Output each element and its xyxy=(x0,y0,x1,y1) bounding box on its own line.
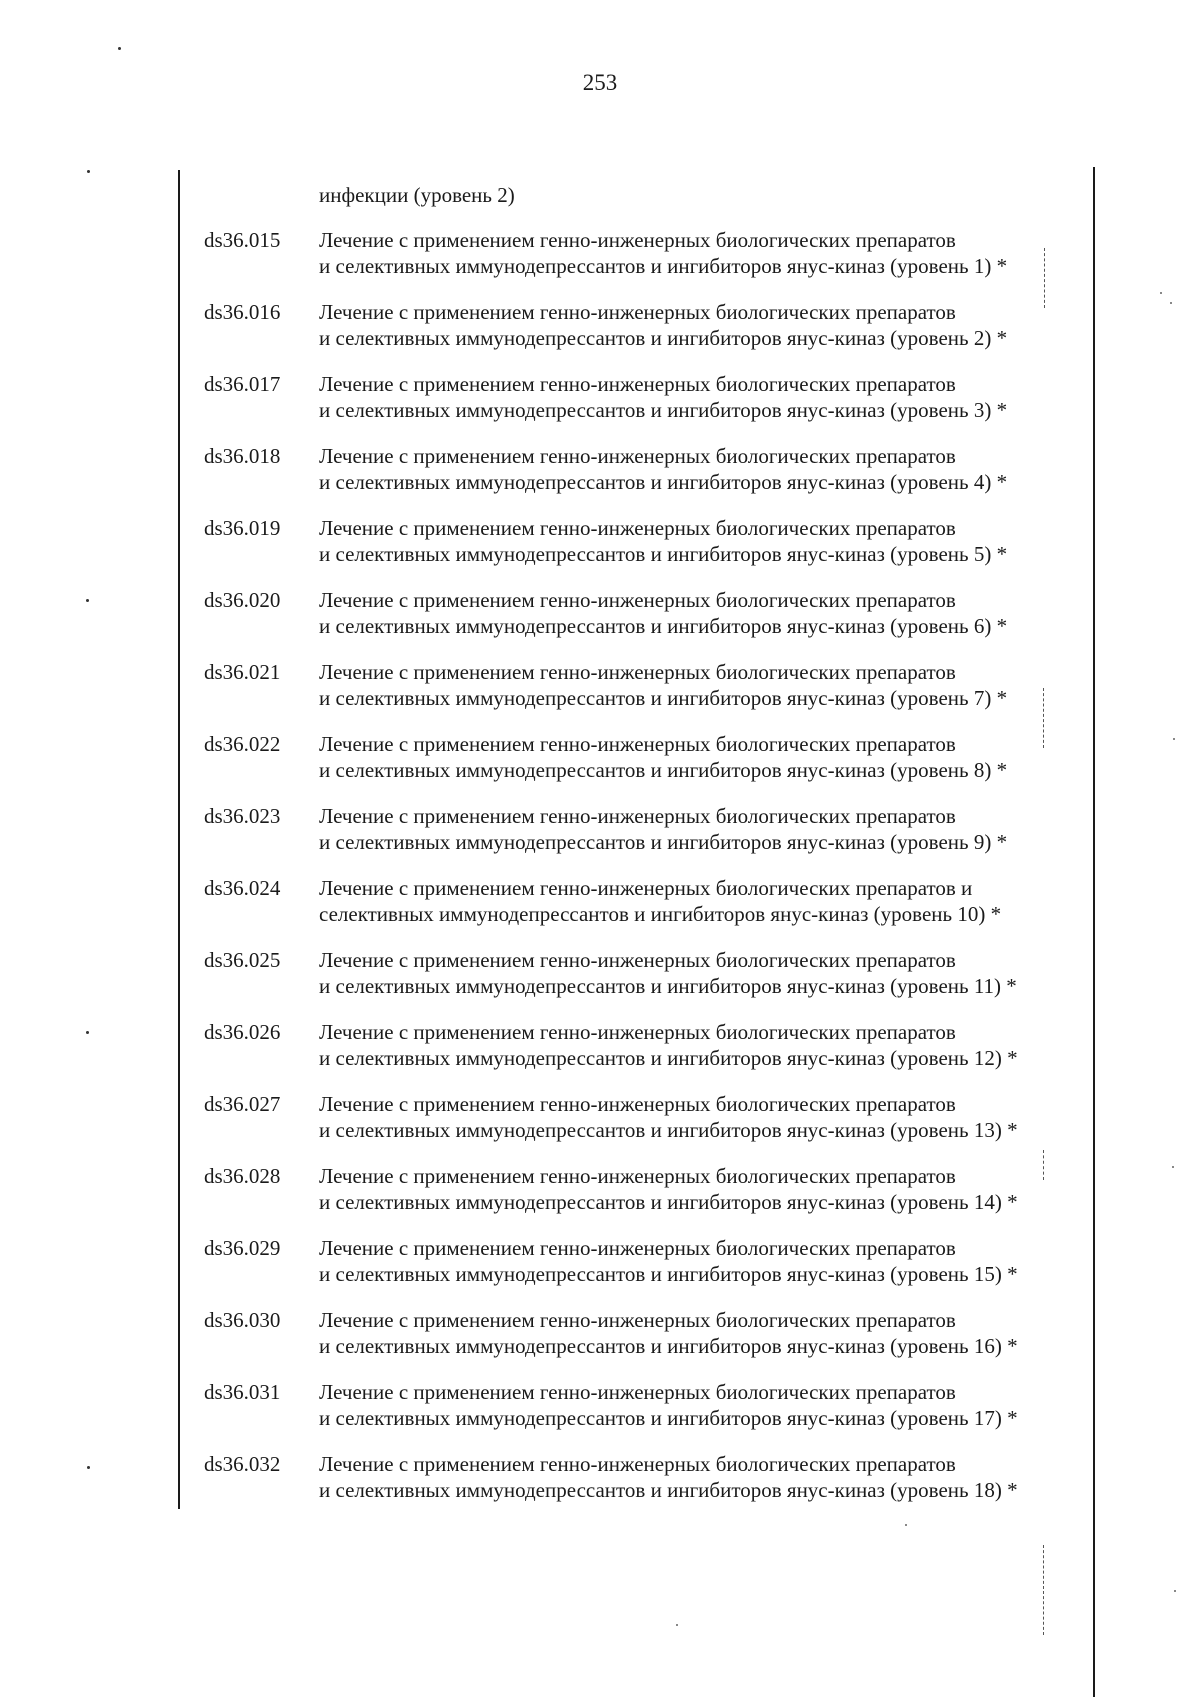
table-row xyxy=(0,1091,1200,1163)
row-description xyxy=(319,515,1079,567)
row-description-line: Лечение с применением генно-инженерных биологических препаратов xyxy=(319,1380,956,1404)
row-description-line: Лечение с применением генно-инженерных биологических препаратов xyxy=(319,804,956,828)
scan-speck xyxy=(676,1624,678,1626)
row-description-line: Лечение с применением генно-инженерных биологических препаратов xyxy=(319,948,956,972)
table-row xyxy=(0,371,1200,443)
scan-speck xyxy=(1174,1590,1176,1592)
scan-mark xyxy=(87,170,90,173)
table-row xyxy=(0,803,1200,875)
row-description-line: Лечение с применением генно-инженерных биологических препаратов xyxy=(319,1164,956,1188)
row-description xyxy=(319,1379,1079,1431)
table-row xyxy=(0,587,1200,659)
row-description-line: и селективных иммунодепрессантов и ингибиторов янус-киназ (уровень 1) * xyxy=(319,254,1008,278)
table-row xyxy=(0,299,1200,371)
row-description-line: и селективных иммунодепрессантов и ингибиторов янус-киназ (уровень 13) * xyxy=(319,1118,1018,1142)
table-row xyxy=(0,443,1200,515)
row-description xyxy=(319,299,1079,351)
row-code: ds36.031 xyxy=(204,1380,281,1404)
row-description-line: Лечение с применением генно-инженерных биологических препаратов xyxy=(319,1308,956,1332)
row-description-line: и селективных иммунодепрессантов и ингибиторов янус-киназ (уровень 18) * xyxy=(319,1478,1018,1502)
row-description-line: и селективных иммунодепрессантов и ингибиторов янус-киназ (уровень 14) * xyxy=(319,1190,1018,1214)
row-code: ds36.019 xyxy=(204,516,281,540)
row-description xyxy=(319,1163,1079,1215)
table-row xyxy=(0,659,1200,731)
row-description-line: и селективных иммунодепрессантов и ингибиторов янус-киназ (уровень 6) * xyxy=(319,614,1008,638)
table-row xyxy=(0,1019,1200,1091)
row-description-line: и селективных иммунодепрессантов и ингибиторов янус-киназ (уровень 11) * xyxy=(319,974,1017,998)
row-description-line: и селективных иммунодепрессантов и ингибиторов янус-киназ (уровень 16) * xyxy=(319,1334,1018,1358)
scan-mark xyxy=(118,47,121,50)
row-description-line: и селективных иммунодепрессантов и ингибиторов янус-киназ (уровень 12) * xyxy=(319,1046,1018,1070)
row-code: ds36.015 xyxy=(204,228,281,252)
row-description xyxy=(319,1235,1079,1287)
row-description xyxy=(319,1307,1079,1359)
row-description xyxy=(319,803,1079,855)
scan-dash xyxy=(1043,1545,1045,1635)
row-description-line: Лечение с применением генно-инженерных биологических препаратов xyxy=(319,1236,956,1260)
row-description xyxy=(319,731,1079,783)
row-code: ds36.020 xyxy=(204,588,281,612)
row-description xyxy=(319,443,1079,495)
row-code: ds36.018 xyxy=(204,444,281,468)
row-description-line: Лечение с применением генно-инженерных биологических препаратов xyxy=(319,228,956,252)
row-code: ds36.032 xyxy=(204,1452,281,1476)
row-code: ds36.028 xyxy=(204,1164,281,1188)
row-description-line: Лечение с применением генно-инженерных биологических препаратов xyxy=(319,300,956,324)
table-row xyxy=(0,1379,1200,1451)
table-row xyxy=(0,875,1200,947)
row-description-line: Лечение с применением генно-инженерных биологических препаратов и xyxy=(319,876,973,900)
row-description xyxy=(319,1451,1079,1503)
table-row xyxy=(0,227,1200,299)
row-code: ds36.030 xyxy=(204,1308,281,1332)
table-row xyxy=(0,1451,1200,1523)
table-row xyxy=(0,515,1200,587)
scan-speck xyxy=(905,1524,907,1526)
row-description-line: Лечение с применением генно-инженерных биологических препаратов xyxy=(319,1452,956,1476)
row-code: ds36.016 xyxy=(204,300,281,324)
row-code: ds36.024 xyxy=(204,876,281,900)
row-code: ds36.023 xyxy=(204,804,281,828)
row-description xyxy=(319,587,1079,639)
row-description-line: Лечение с применением генно-инженерных биологических препаратов xyxy=(319,1092,956,1116)
row-description-line: селективных иммунодепрессантов и ингибиторов янус-киназ (уровень 10) * xyxy=(319,902,1002,926)
table-row xyxy=(0,731,1200,803)
row-description-line: и селективных иммунодепрессантов и ингибиторов янус-киназ (уровень 15) * xyxy=(319,1262,1018,1286)
table-row xyxy=(0,947,1200,1019)
row-description-line: Лечение с применением генно-инженерных биологических препаратов xyxy=(319,372,956,396)
row-description xyxy=(319,875,1079,927)
continuation-text: инфекции (уровень 2) xyxy=(319,183,515,207)
row-description-line: Лечение с применением генно-инженерных биологических препаратов xyxy=(319,588,956,612)
row-code: ds36.021 xyxy=(204,660,281,684)
row-code: ds36.025 xyxy=(204,948,281,972)
row-description xyxy=(319,1019,1079,1071)
row-description-line: и селективных иммунодепрессантов и ингибиторов янус-киназ (уровень 4) * xyxy=(319,470,1008,494)
row-code: ds36.027 xyxy=(204,1092,281,1116)
row-description-line: и селективных иммунодепрессантов и ингибиторов янус-киназ (уровень 5) * xyxy=(319,542,1008,566)
row-description-line: Лечение с применением генно-инженерных биологических препаратов xyxy=(319,732,956,756)
table-row xyxy=(0,1163,1200,1235)
table-row xyxy=(0,1235,1200,1307)
row-description xyxy=(319,947,1079,999)
page-number: 253 xyxy=(582,70,618,95)
row-code: ds36.029 xyxy=(204,1236,281,1260)
row-description xyxy=(319,227,1079,279)
row-description-line: Лечение с применением генно-инженерных биологических препаратов xyxy=(319,1020,956,1044)
row-code: ds36.022 xyxy=(204,732,281,756)
row-code: ds36.017 xyxy=(204,372,281,396)
row-description-line: Лечение с применением генно-инженерных биологических препаратов xyxy=(319,660,956,684)
row-description-line: и селективных иммунодепрессантов и ингибиторов янус-киназ (уровень 3) * xyxy=(319,398,1008,422)
row-description xyxy=(319,371,1079,423)
row-description-line: и селективных иммунодепрессантов и ингибиторов янус-киназ (уровень 8) * xyxy=(319,758,1008,782)
row-description-line: и селективных иммунодепрессантов и ингибиторов янус-киназ (уровень 17) * xyxy=(319,1406,1018,1430)
row-description xyxy=(319,659,1079,711)
row-description xyxy=(319,1091,1079,1143)
row-description-line: Лечение с применением генно-инженерных биологических препаратов xyxy=(319,444,956,468)
row-description-line: Лечение с применением генно-инженерных биологических препаратов xyxy=(319,516,956,540)
table-row xyxy=(0,1307,1200,1379)
row-description-line: и селективных иммунодепрессантов и ингибиторов янус-киназ (уровень 9) * xyxy=(319,830,1008,854)
row-description-line: и селективных иммунодепрессантов и ингибиторов янус-киназ (уровень 2) * xyxy=(319,326,1008,350)
row-description-line: и селективных иммунодепрессантов и ингибиторов янус-киназ (уровень 7) * xyxy=(319,686,1008,710)
row-code: ds36.026 xyxy=(204,1020,281,1044)
tariff-table xyxy=(0,227,1200,1523)
